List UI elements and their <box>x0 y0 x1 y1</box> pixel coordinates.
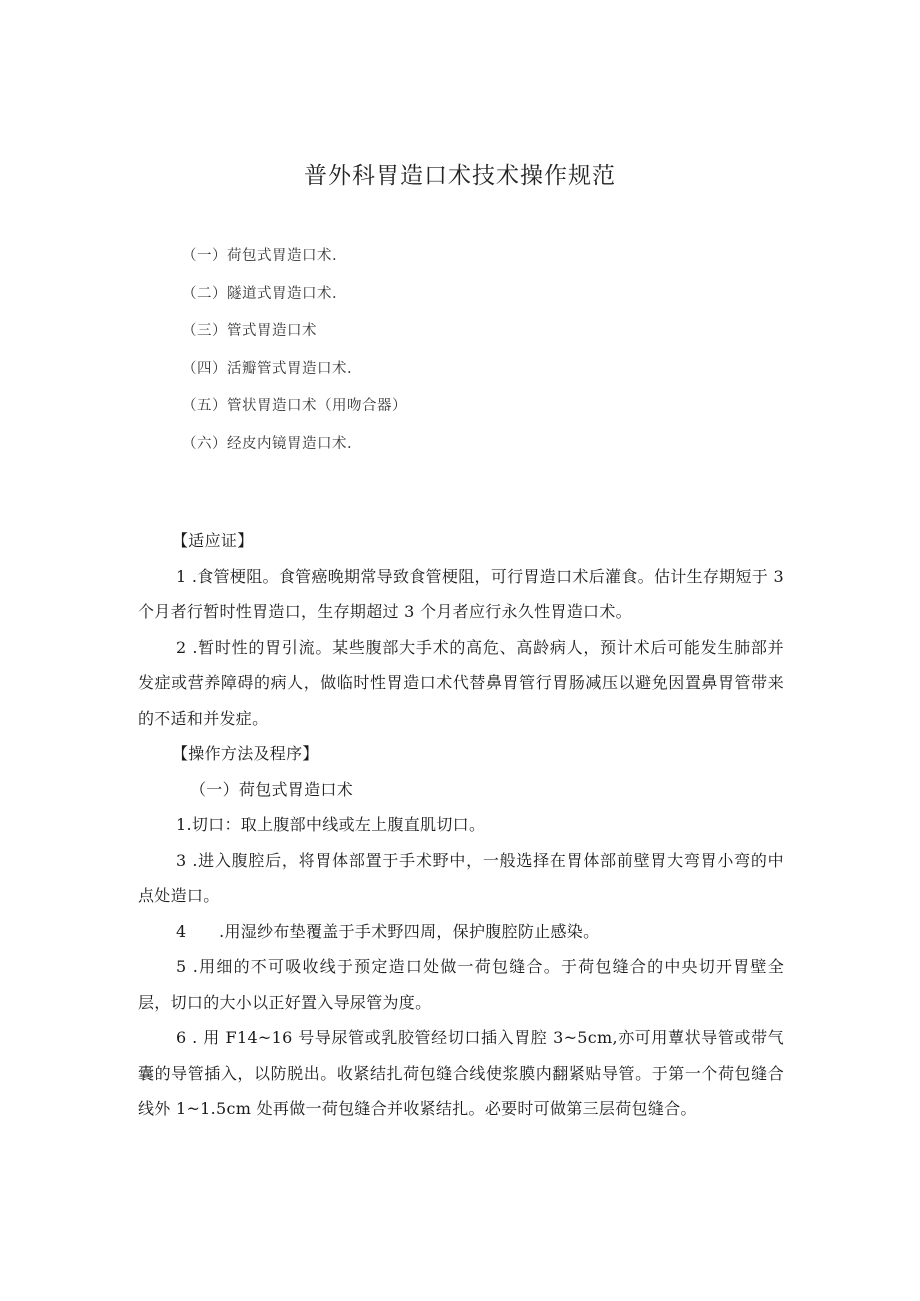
toc-item: （四）活瓣管式胃造口术. <box>182 360 353 377</box>
indication-paragraph-2: 2 .暂时性的胃引流。某些腹部大手术的高危、高龄病人，预计术后可能发生肺部并发症或营养障碍的病人，做临时性胃造口术代替鼻胃管行胃肠减压以避免因置鼻胃管带来的不适和并发症。 <box>138 637 784 728</box>
toc-item: （一）荷包式胃造口术. <box>182 248 338 264</box>
indications-heading: 【适应证】 <box>172 531 254 550</box>
toc-item: （五）管状胃造口术（用吻合器） <box>182 398 407 415</box>
procedure-step-1: 1.切口：取上腹部中线或左上腹直肌切口。 <box>176 815 486 834</box>
procedure-heading: 【操作方法及程序】 <box>172 744 319 763</box>
document-title: 普外科胃造口术技术操作规范 <box>304 163 616 189</box>
procedure-step-4: 4 .用湿纱布垫覆盖于手术野四周，保护腹腔防止感染。 <box>176 921 600 941</box>
toc-item: （三）管式胃造口术 <box>182 323 317 340</box>
document-body <box>138 523 784 1127</box>
procedure-step-5: 5 .用细的不可吸收线于预定造口处做一荷包缝合。于荷包缝合的中央切开胃壁全层，切口的大小以正好置入导尿管为度。 <box>138 957 784 1012</box>
indication-paragraph-1: 1 .食管梗阻。食管癌晚期常导致食管梗阻，可行胃造口术后灌食。估计生存期短于 3 个月者行暂时性胃造口，生存期超过 3 个月者应行永久性胃造口术。 <box>138 566 784 621</box>
procedure-step-6: 6 . 用 F14~16 号导尿管或乳胶管经切口插入胃腔 3~5cm,亦可用蕈状导管或带气囊的导管插入，以防脱出。收紧结扎荷包缝合线使浆膜内翻紧贴导管。于第一个荷包缝合线外 1~1.5cm 处再做一荷包缝合并收紧结扎。必要时可做第三层荷包缝合。 <box>138 1028 784 1118</box>
toc-item: （六）经皮内镜胃造口术. <box>182 435 353 452</box>
procedure-sub-heading: （一）荷包式胃造口术 <box>190 779 354 799</box>
table-of-contents <box>182 245 407 471</box>
procedure-step-3: 3 .进入腹腔后，将胃体部置于手术野中，一般选择在胃体部前壁胃大弯胃小弯的中点处造口。 <box>138 850 784 905</box>
toc-item: （二）隧道式胃造口术. <box>182 285 338 302</box>
